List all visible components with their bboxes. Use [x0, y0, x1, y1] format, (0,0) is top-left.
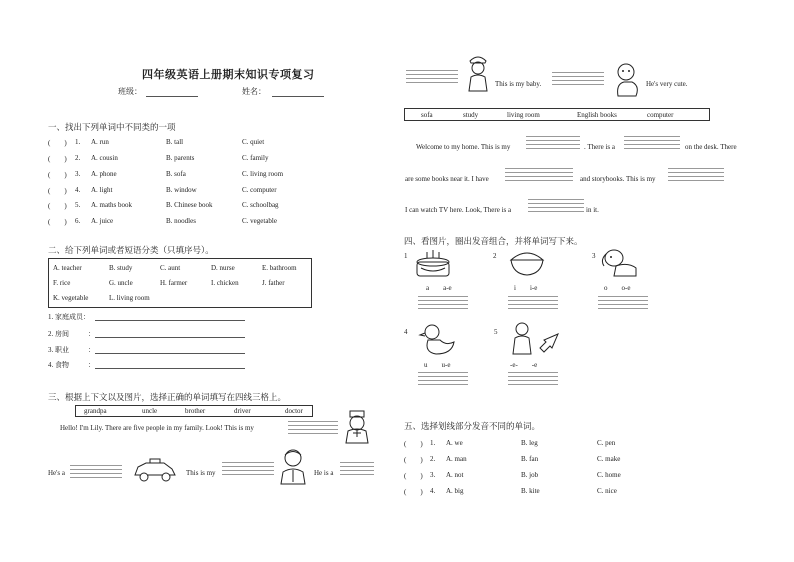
boy-pointing-image	[508, 320, 564, 358]
four-line-grid[interactable]	[624, 136, 680, 152]
name-blank[interactable]	[272, 96, 324, 97]
cake-image	[413, 248, 453, 280]
word-choice: grandpa	[84, 407, 107, 415]
option-c: C. computer	[242, 186, 277, 194]
answer-paren[interactable]: ( )	[404, 440, 423, 448]
sec3-sentence: Hello! I'm Lily. There are five people in my family. Look! This is my	[60, 424, 254, 432]
option-b: B. sofa	[166, 170, 186, 178]
word-bank-item: F. rice	[53, 279, 71, 287]
four-line-grid[interactable]	[668, 168, 724, 184]
category-answer-line[interactable]	[95, 320, 245, 321]
word-bank-item: L. living room	[109, 294, 150, 302]
option-a: A. juice	[91, 217, 114, 225]
brother-image	[465, 53, 491, 93]
question-number: 5.	[75, 201, 81, 209]
option-a: A. big	[446, 487, 464, 495]
word-bank-item: G. uncle	[109, 279, 133, 287]
category-label: 2. 房间	[48, 330, 69, 338]
duck-image	[416, 322, 458, 358]
question-number: 6.	[75, 217, 81, 225]
option-a: A. we	[446, 439, 463, 447]
option-b: B. tall	[166, 138, 184, 146]
word-bank-item: D. nurse	[211, 264, 235, 272]
page-title: 四年级英语上册期末知识专项复习	[142, 69, 315, 81]
four-line-grid[interactable]	[288, 421, 338, 437]
passage-text: Welcome to my home. This is my	[416, 143, 511, 151]
option-c: C. living room	[242, 170, 284, 178]
four-line-grid[interactable]	[508, 296, 558, 312]
option-a: A. cousin	[91, 154, 118, 162]
four-line-grid[interactable]	[505, 168, 573, 184]
category-label: 1. 家庭成员：	[48, 313, 90, 321]
passage-text: on the desk. There	[685, 143, 737, 151]
answer-paren[interactable]: ( )	[48, 187, 67, 195]
category-colon: ：	[88, 346, 95, 354]
option-a: A. run	[91, 138, 109, 146]
four-line-grid[interactable]	[70, 465, 122, 481]
four-line-grid[interactable]	[526, 136, 580, 152]
passage-text: in it.	[586, 206, 599, 214]
question-number: 2.	[430, 455, 436, 463]
section-1-heading: 一、找出下列单词中不同类的一项	[48, 122, 176, 132]
option-b: B. job	[521, 471, 539, 479]
sound-options[interactable]: -e- -e	[510, 361, 538, 369]
room-word-box	[404, 108, 710, 121]
category-answer-line[interactable]	[95, 337, 245, 338]
rice-bowl-image	[508, 248, 546, 278]
class-blank[interactable]	[146, 96, 198, 97]
item-number: 2	[493, 252, 497, 260]
option-b: B. Chinese book	[166, 201, 213, 209]
uncle-man-image	[278, 446, 308, 486]
word-choice: driver	[234, 407, 251, 415]
option-a: A. man	[446, 455, 467, 463]
this-is-my-baby-text: This is my baby.	[495, 80, 542, 88]
sound-options[interactable]: u u-e	[424, 361, 451, 369]
section-3-heading: 三、根据上下文以及图片，选择正确的单词填写在四线三格上。	[48, 392, 287, 402]
word-bank-box	[48, 258, 312, 308]
answer-paren[interactable]: ( )	[48, 202, 67, 210]
option-c: C. make	[597, 455, 621, 463]
dog-image	[598, 246, 642, 280]
taxi-car-image	[132, 457, 178, 483]
answer-paren[interactable]: ( )	[404, 456, 423, 464]
option-a: A. light	[91, 186, 113, 194]
sec3-word-box	[75, 405, 313, 417]
option-b: B. window	[166, 186, 197, 194]
question-number: 4.	[430, 487, 436, 495]
word-bank-item: H. farmer	[160, 279, 188, 287]
option-c: C. schoolbag	[242, 201, 279, 209]
answer-paren[interactable]: ( )	[48, 155, 67, 163]
word-bank-item: K. vegetable	[53, 294, 89, 302]
sound-options[interactable]: i i-e	[514, 284, 538, 292]
word-bank-item: B. study	[109, 264, 133, 272]
four-line-grid[interactable]	[528, 199, 584, 215]
option-b: B. fan	[521, 455, 539, 463]
question-number: 1.	[430, 439, 436, 447]
four-line-grid[interactable]	[598, 296, 648, 312]
answer-paren[interactable]: ( )	[404, 472, 423, 480]
section-5-heading: 五、选择划线部分发音不同的单词。	[404, 421, 541, 431]
four-line-grid[interactable]	[552, 72, 604, 88]
name-label: 姓名：	[242, 87, 266, 96]
hes-very-cute-text: He's very cute.	[646, 80, 688, 88]
option-a: A. maths book	[91, 201, 133, 209]
passage-text: are some books near it. I have	[405, 175, 489, 183]
category-answer-line[interactable]	[95, 368, 245, 369]
word-bank-item: E. bathroom	[262, 264, 297, 272]
word-choice: sofa	[421, 111, 433, 119]
option-b: B. parents	[166, 154, 195, 162]
word-choice: study	[463, 111, 479, 119]
this-is-my-text: This is my	[186, 469, 216, 477]
category-answer-line[interactable]	[95, 353, 245, 354]
he-is-a-text: He is a	[314, 469, 334, 477]
category-colon: ：	[88, 330, 95, 338]
baby-image	[612, 60, 642, 98]
question-number: 1.	[75, 138, 81, 146]
item-number: 5	[494, 328, 498, 336]
word-bank-item: A. teacher	[53, 264, 82, 272]
class-label: 班级：	[118, 87, 142, 96]
hes-a-text: He's a	[48, 469, 66, 477]
word-choice: computer	[647, 111, 674, 119]
word-choice: living room	[507, 111, 540, 119]
passage-text: . There is a	[584, 143, 615, 151]
four-line-grid[interactable]	[222, 462, 274, 478]
question-number: 3.	[75, 170, 81, 178]
option-a: A. phone	[91, 170, 117, 178]
item-number: 1	[404, 252, 408, 260]
item-number: 3	[592, 252, 596, 260]
answer-paren[interactable]: ( )	[48, 218, 67, 226]
four-line-grid[interactable]	[406, 70, 458, 86]
word-choice: brother	[185, 407, 206, 415]
category-colon: ：	[88, 361, 95, 369]
word-choice: doctor	[285, 407, 303, 415]
question-number: 2.	[75, 154, 81, 162]
word-bank-item: C. aunt	[160, 264, 181, 272]
four-line-grid[interactable]	[340, 462, 374, 478]
option-c: C. vegetable	[242, 217, 277, 225]
passage-text: I can watch TV here. Look, There is a	[405, 206, 512, 214]
option-a: A. not	[446, 471, 464, 479]
answer-paren[interactable]: ( )	[48, 171, 67, 179]
section-2-heading: 二、给下列单词或者短语分类（只填序号）。	[48, 245, 214, 255]
option-b: B. noodles	[166, 217, 196, 225]
word-bank-item: J. father	[262, 279, 285, 287]
option-c: C. home	[597, 471, 621, 479]
doctor-grandpa-image	[342, 409, 372, 445]
word-choice: uncle	[142, 407, 158, 415]
question-number: 4.	[75, 186, 81, 194]
option-c: C. pen	[597, 439, 616, 447]
four-line-grid[interactable]	[418, 296, 468, 312]
answer-paren[interactable]: ( )	[48, 139, 67, 147]
section-4-heading: 四、看图片，圈出发音组合，并将单词写下来。	[404, 236, 583, 246]
answer-paren[interactable]: ( )	[404, 488, 423, 496]
sound-options[interactable]: o o-e	[604, 284, 631, 292]
four-line-grid[interactable]	[508, 372, 558, 388]
option-c: C. nice	[597, 487, 617, 495]
item-number: 4	[404, 328, 408, 336]
word-bank-item: I. chicken	[211, 279, 239, 287]
passage-text: and storybooks. This is my	[580, 175, 656, 183]
option-b: B. kite	[521, 487, 540, 495]
category-label: 4. 食物	[48, 361, 69, 369]
option-b: B. leg	[521, 439, 538, 447]
question-number: 3.	[430, 471, 436, 479]
option-c: C. family	[242, 154, 269, 162]
category-label: 3. 职业	[48, 346, 69, 354]
option-c: C. quiet	[242, 138, 265, 146]
four-line-grid[interactable]	[418, 372, 468, 388]
word-choice: English books	[577, 111, 617, 119]
sound-options[interactable]: a a-e	[426, 284, 452, 292]
